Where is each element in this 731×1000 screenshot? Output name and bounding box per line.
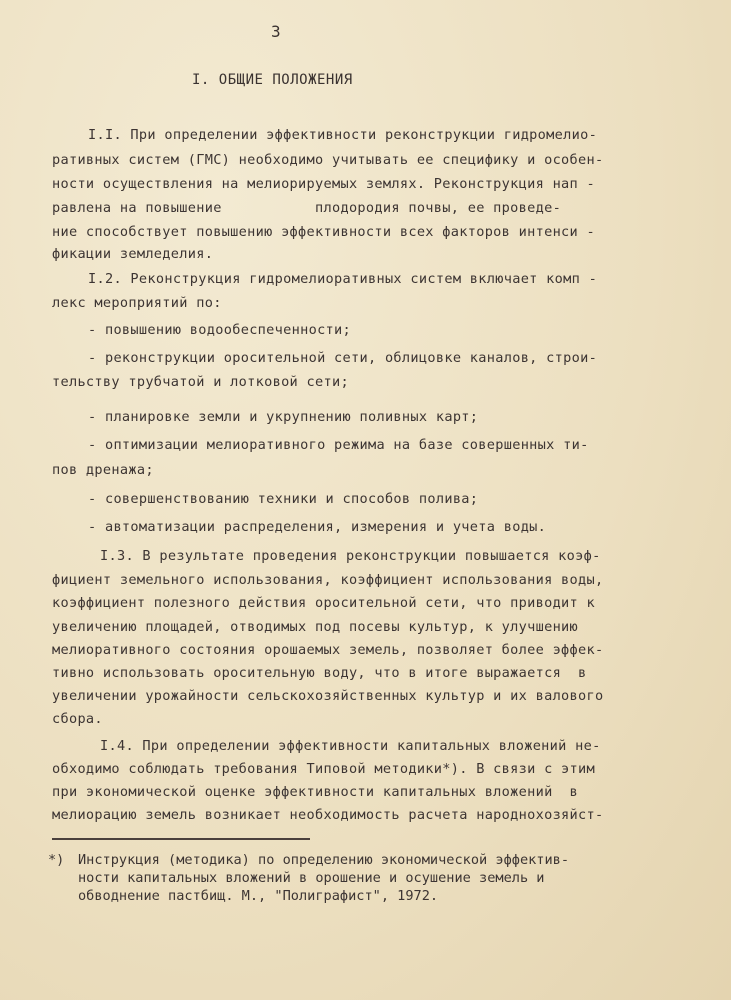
text-line: мелиоративного состояния орошаемых земель, позволяет более эффек- [52,642,604,658]
text-line: коэффициент полезного действия оросительной сети, что приводит к [52,595,595,611]
text-line: увеличении урожайности сельскохозяйственных культур и их валового [52,688,604,704]
list-item: - оптимизации мелиоративного режима на базе совершенных ти- [88,437,589,453]
text-line: I.2. Реконструкция гидромелиоративных систем включает комп - [88,271,598,287]
text-line: пов дренажа; [52,462,154,478]
text-line: ние способствует повышению эффективности всех факторов интенси - [52,224,595,240]
text-line: увеличению площадей, отводимых под посевы культур, к улучшению [52,619,579,635]
text-line: фициент земельного использования, коэффициент использования воды, [52,572,604,588]
footnote-line: обводнение пастбищ. М., "Полиграфист", 1972. [78,888,439,904]
footnote-separator [52,838,310,840]
text-line: тельству трубчатой и лотковой сети; [52,374,349,390]
list-item: - совершенствованию техники и способов полива; [88,491,479,507]
list-item: - планировке земли и укрупнению поливных карт; [88,409,479,425]
list-item: - реконструкции оросительной сети, облицовке каналов, строи- [88,350,598,366]
text-line: мелиорацию земель возникает необходимость расчета народнохозяйст- [52,807,604,823]
footnote-line: ности капитальных вложений в орошение и осушение земель и [78,870,545,886]
page-number: 3 [271,22,281,41]
footnote-marker: *) [48,852,65,868]
text-line: I.I. При определении эффективности реконструкции гидромелио- [88,127,598,143]
list-item: - повышению водообеспеченности; [88,322,352,338]
text-line: обходимо соблюдать требования Типовой методики*). В связи с этим [52,761,595,777]
text-line: лекс мероприятий по: [52,295,222,311]
footnote-line: Инструкция (методика) по определению экономической эффектив- [78,852,570,868]
text-line: тивно использовать оросительную воду, что в итоге выражается в [52,665,587,681]
text-line: ративных систем (ГМС) необходимо учитывать ее специфику и особен- [52,152,604,168]
text-line: фикации земледелия. [52,246,214,262]
text-line: ности осуществления на мелиорируемых землях. Реконструкция нап - [52,176,595,192]
text-line: равлена на повышение плодородия почвы, ее проведе- [52,200,562,216]
text-line: I.4. При определении эффективности капитальных вложений не- [100,738,601,754]
list-item: - автоматизации распределения, измерения и учета воды. [88,519,547,535]
section-heading: I. ОБЩИЕ ПОЛОЖЕНИЯ [192,72,353,88]
text-line: I.3. В результате проведения реконструкции повышается коэф- [100,548,601,564]
text-line: сбора. [52,711,103,727]
text-line: при экономической оценке эффективности капитальных вложений в [52,784,579,800]
